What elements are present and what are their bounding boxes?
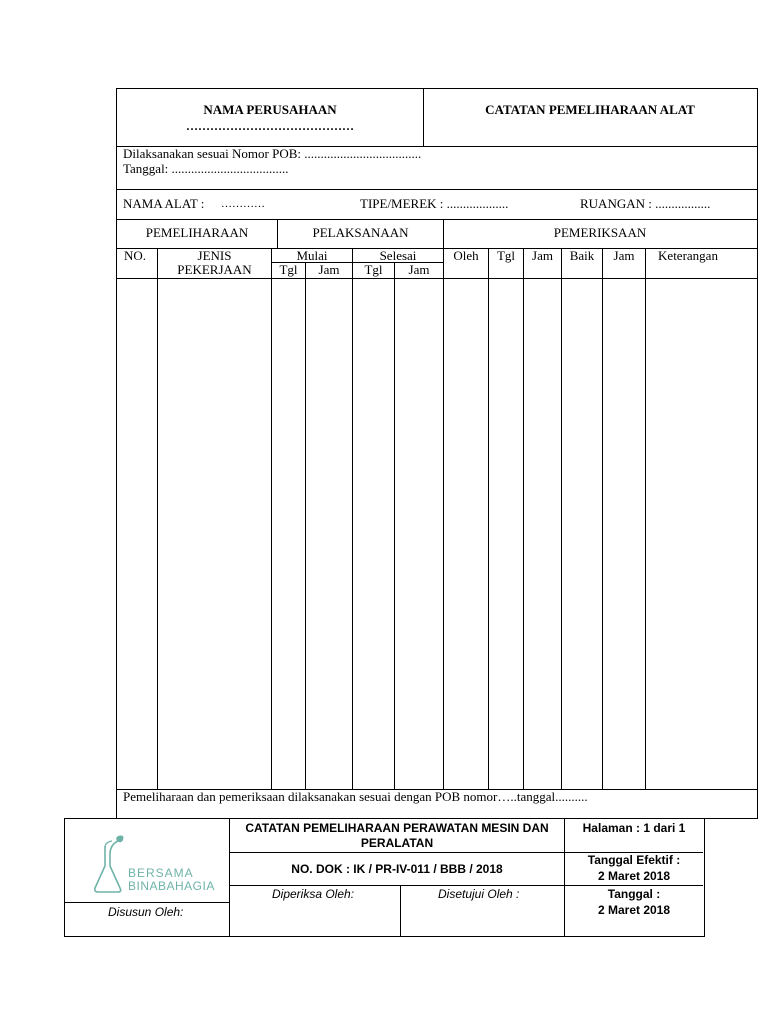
divider: [423, 89, 424, 146]
col-selesai: Selesai: [379, 248, 417, 263]
divider: [305, 263, 306, 789]
col-tgl: Tgl: [496, 248, 516, 263]
col-baik: Baik: [569, 248, 595, 263]
divider: [271, 249, 272, 789]
disusun-oleh: Disusun Oleh:: [108, 905, 184, 919]
halaman: Halaman : 1 dari 1: [582, 821, 686, 835]
group-pelaksanaan: PELAKSANAAN: [312, 225, 409, 240]
tanggal-label: Tanggal :: [607, 887, 661, 901]
no-dok: NO. DOK : IK / PR-IV-011 / BBB / 2018: [291, 862, 503, 876]
divider: [602, 249, 603, 789]
col-selesai-tgl: Tgl: [364, 262, 383, 277]
ruangan-label: RUANGAN : .................: [580, 196, 711, 211]
company-label: NAMA PERUSAHAAN: [203, 102, 337, 117]
divider: [488, 249, 489, 789]
col-jam-2: Jam: [613, 248, 635, 263]
tanggal-efektif-value: 2 Maret 2018: [597, 869, 671, 883]
company-logo-icon: [88, 832, 124, 896]
disetujui-oleh: Disetujui Oleh :: [438, 887, 520, 901]
divider: [645, 249, 646, 789]
col-oleh: Oleh: [453, 248, 479, 263]
tanggal-value: 2 Maret 2018: [597, 903, 671, 917]
group-pemeliharaan: PEMELIHARAAN: [145, 225, 249, 240]
diperiksa-oleh: Diperiksa Oleh:: [272, 887, 355, 901]
nama-alat-dots: …………: [221, 198, 265, 210]
logo-text-line2: BINABAHAGIA: [128, 879, 215, 893]
pob-date-line: Tanggal: ....................................: [123, 161, 289, 176]
divider: [352, 249, 353, 789]
divider: [117, 278, 757, 279]
tipe-merek-label: TIPE/MEREK : ...................: [360, 196, 509, 211]
col-pekerjaan: PEKERJAAN: [177, 262, 252, 277]
col-mulai-jam: Jam: [318, 262, 340, 277]
col-mulai: Mulai: [296, 248, 328, 263]
divider: [561, 249, 562, 789]
divider: [229, 885, 703, 886]
group-pemeriksaan: PEMERIKSAAN: [553, 225, 647, 240]
col-mulai-tgl: Tgl: [279, 262, 298, 277]
divider: [117, 219, 757, 220]
doc-title-line1: CATATAN PEMELIHARAAN PERAWATAN MESIN DAN: [245, 821, 549, 835]
col-jam: Jam: [532, 248, 553, 263]
nama-alat-label: NAMA ALAT :: [123, 196, 205, 211]
doc-title-line2: PERALATAN: [360, 836, 434, 850]
tanggal-efektif-label: Tanggal Efektif :: [587, 853, 681, 867]
divider: [443, 220, 444, 789]
company-dots: ……………………………………: [186, 119, 354, 133]
divider: [400, 885, 401, 936]
logo-text-line1: BERSAMA: [128, 866, 194, 880]
pob-number-line: Dilaksanakan sesuai Nomor POB: ....................................: [123, 146, 422, 161]
col-no: NO.: [124, 248, 147, 263]
divider: [65, 902, 229, 903]
col-jenis: JENIS: [197, 248, 232, 263]
divider: [157, 249, 158, 789]
divider: [523, 249, 524, 789]
divider: [117, 189, 757, 190]
col-keterangan: Keterangan: [658, 248, 718, 263]
footer-note: Pemeliharaan dan pemeriksaan dilaksanakan sesuai dengan POB nomor…..tanggal..........: [123, 789, 588, 804]
col-selesai-jam: Jam: [408, 262, 430, 277]
divider: [394, 263, 395, 789]
form-title: CATATAN PEMELIHARAAN ALAT: [485, 102, 695, 117]
